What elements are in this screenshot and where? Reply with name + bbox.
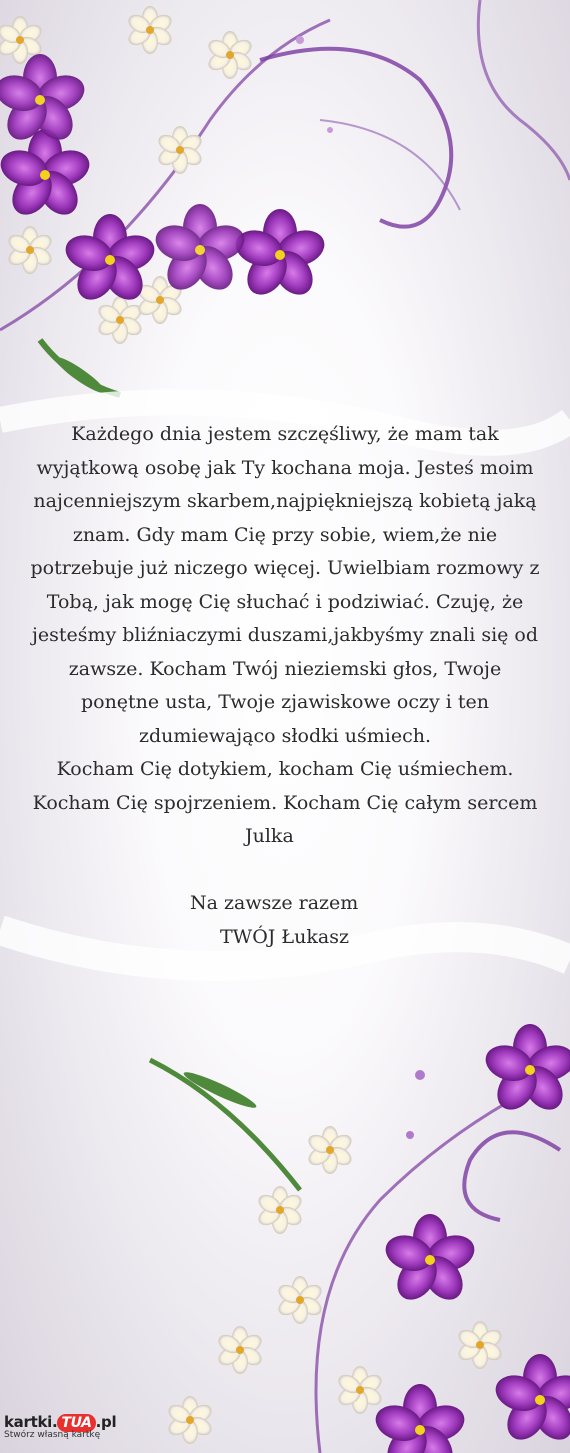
bottom-right-bouquet bbox=[150, 1024, 570, 1453]
message-line: Tobą, jak mogę Cię słuchać i podziwiać. Czuję, że bbox=[46, 590, 524, 613]
blank-line bbox=[30, 854, 540, 888]
recipient-name: Julka bbox=[245, 825, 294, 847]
message-line: wyjątkową osobę jak Ty kochana moja. Jesteś moim bbox=[36, 456, 534, 479]
message-line: ponętne usta, Twoje zjawiskowe oczy i ten bbox=[80, 691, 490, 713]
message-line: jesteśmy bliźniaczymi duszami,jakbyśmy znali się od bbox=[31, 624, 539, 646]
love-line: Kocham Cię dotykiem, kocham Cię uśmiechem. bbox=[56, 758, 514, 780]
top-left-bouquet bbox=[0, 0, 570, 397]
love-line: Kocham Cię spojrzeniem. Kocham Cię całym sercem bbox=[32, 791, 538, 814]
logo-brand bbox=[4, 1413, 116, 1431]
message-line: zawsze. Kocham Twój nieziemski głos, Twoje bbox=[68, 657, 502, 680]
message-line: zdumiewająco słodki uśmiech. bbox=[138, 724, 432, 747]
message-line: znam. Gdy mam Cię przy sobie, wiem,że nie bbox=[72, 523, 498, 546]
message-line: najcenniejszym skarbem,najpiękniejszą kobietą jaką bbox=[33, 490, 537, 512]
logo-badge: TUA bbox=[57, 1414, 95, 1432]
closing-phrase: Na zawsze razem bbox=[190, 892, 359, 914]
message-line: Każdego dnia jestem szczęśliwy, że mam tak bbox=[71, 423, 499, 445]
signature: TWÓJ Łukasz bbox=[220, 925, 349, 948]
site-logo[interactable] bbox=[4, 1412, 122, 1452]
logo-brand-right: .pl bbox=[95, 1413, 117, 1431]
message-line: potrzebuje już niczego więcej. Uwielbiam rozmowy z bbox=[30, 557, 540, 579]
logo-tagline: Stwórz własną kartkę bbox=[4, 1430, 101, 1440]
card-message bbox=[30, 418, 540, 954]
logo-brand-left: kartki. bbox=[4, 1413, 58, 1431]
